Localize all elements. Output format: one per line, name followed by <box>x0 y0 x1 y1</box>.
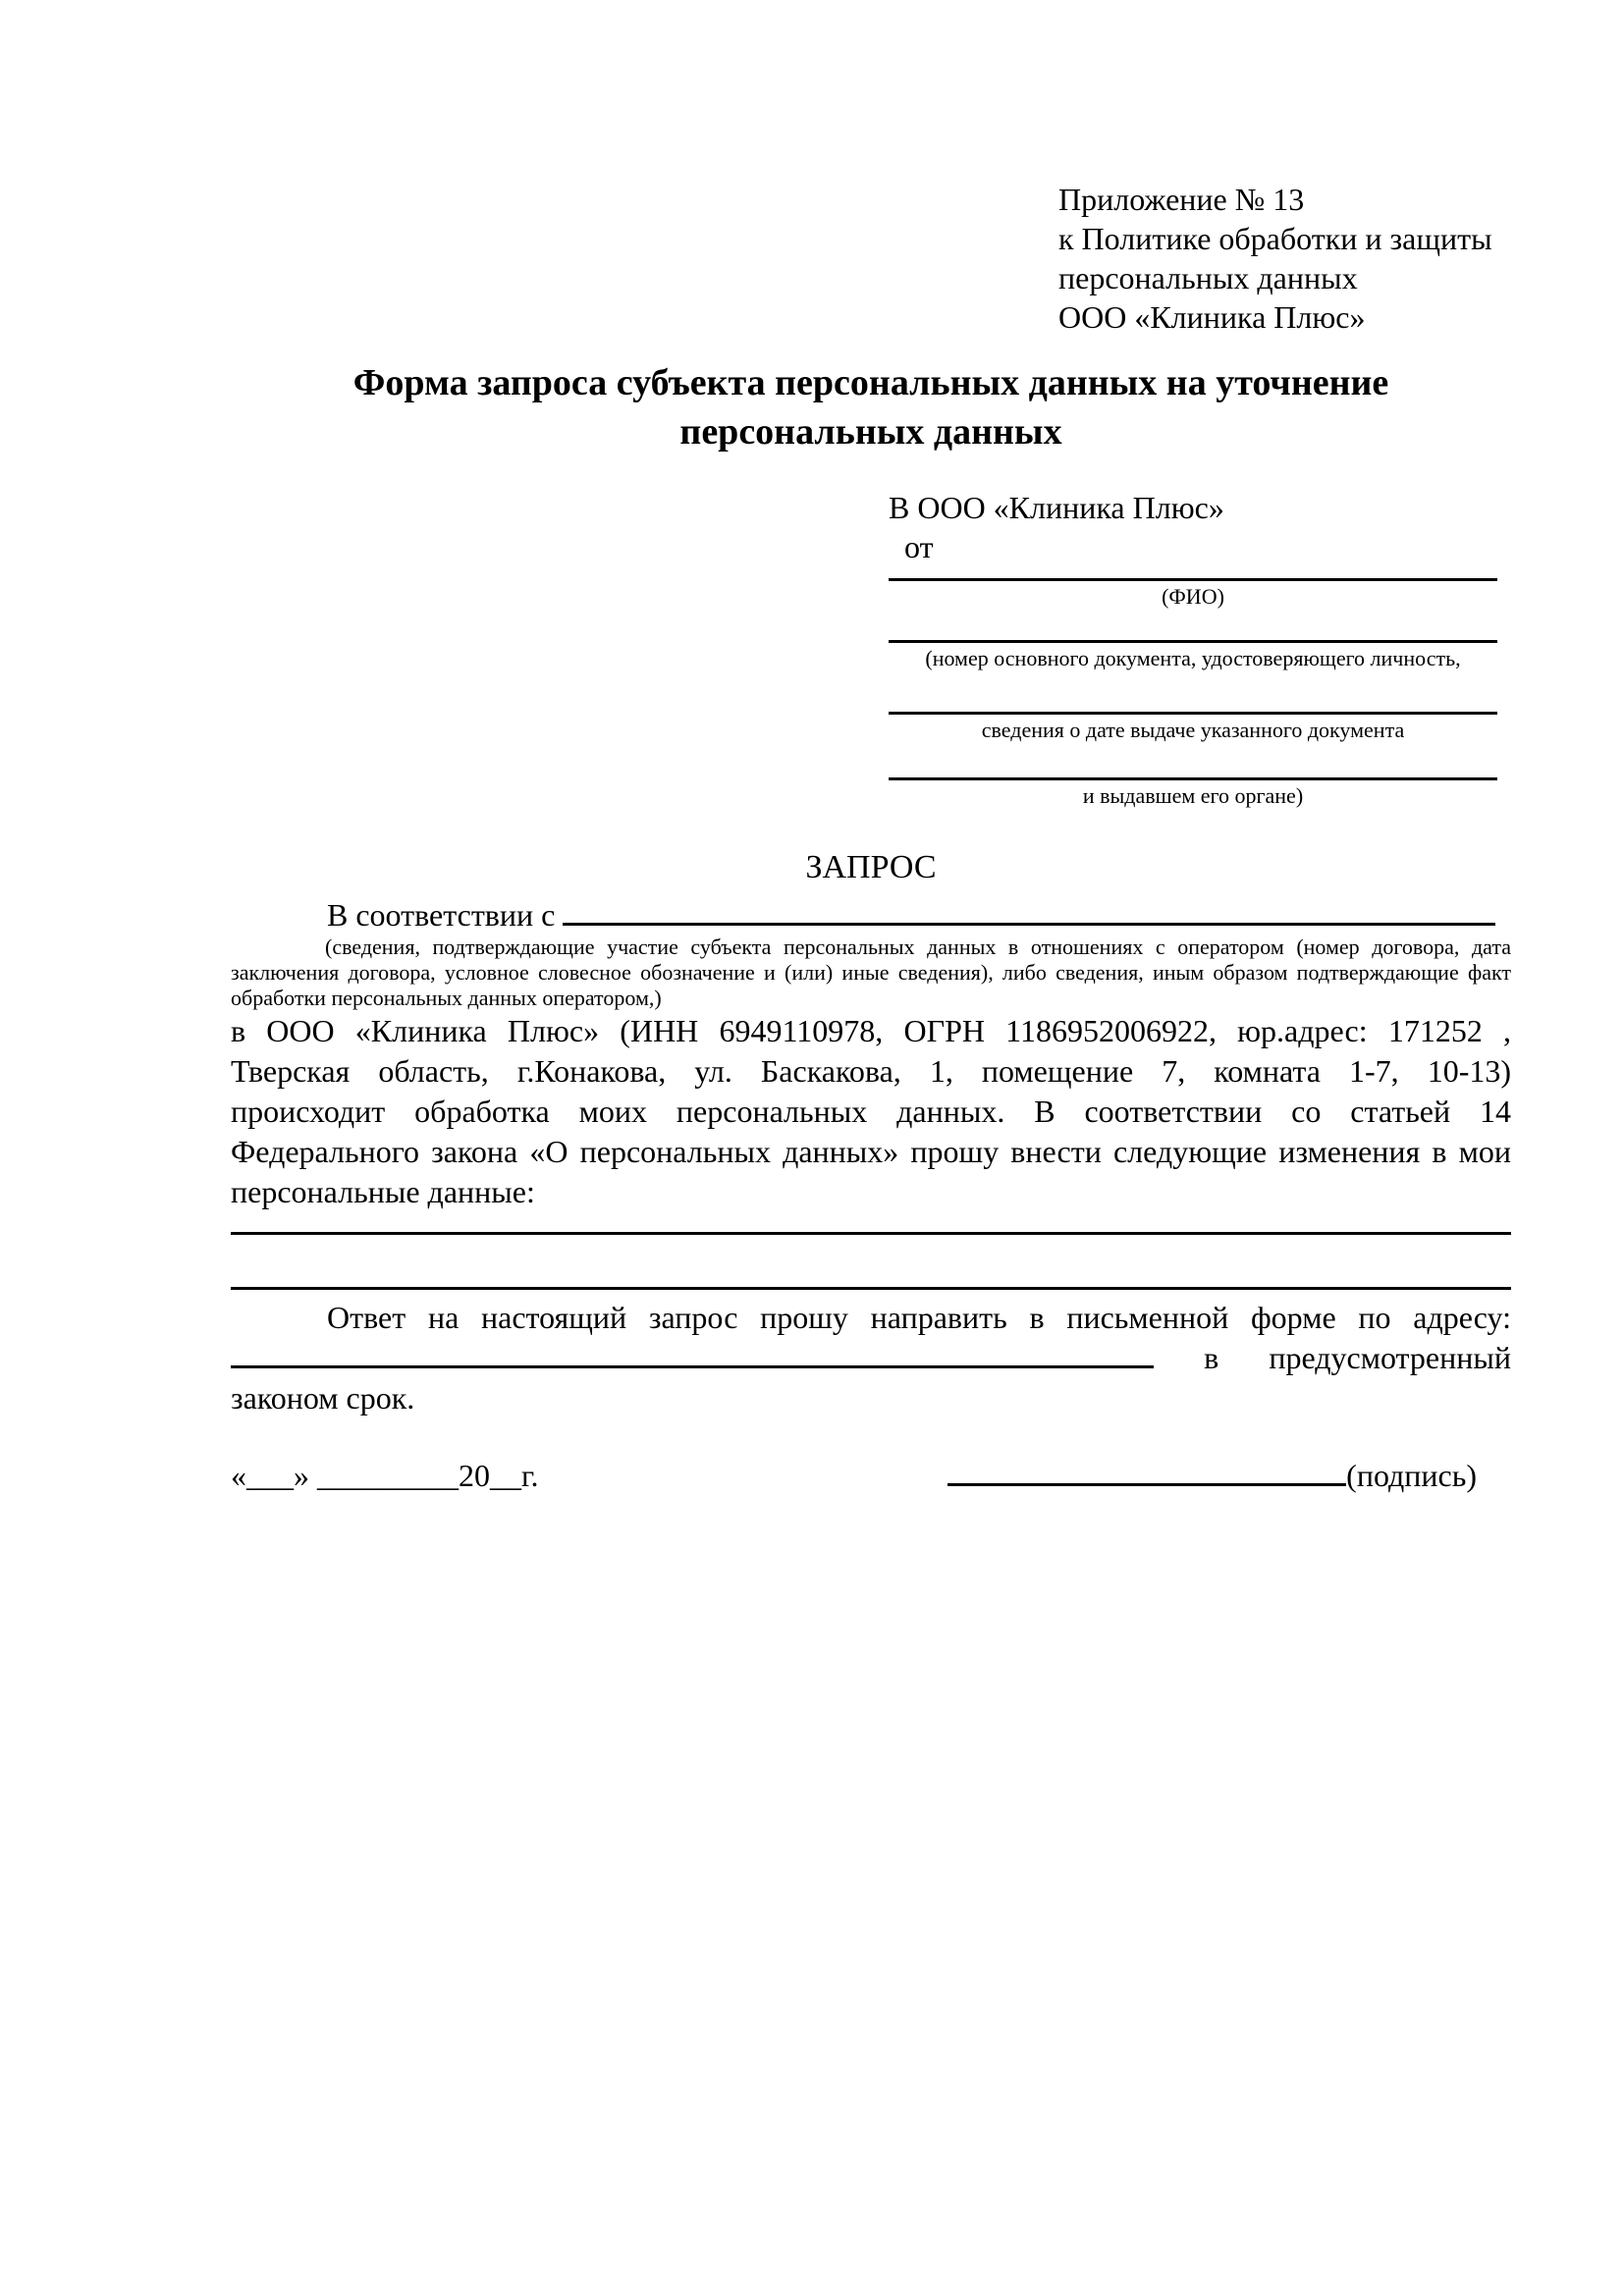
body-line: происходит обработка моих персональных данных. В соответствии со статьей 14 <box>231 1094 1511 1129</box>
changes-fill-line-1 <box>231 1212 1511 1235</box>
body-line: Тверская область, г.Конакова, ул. Баскакова, 1, помещение 7, комната 1-7, 10-13) <box>231 1053 1511 1089</box>
document-number-field-label: (номер основного документа, удостоверяющего личность, <box>925 646 1461 670</box>
signature-label: (подпись) <box>1346 1458 1477 1493</box>
small-print-line: заключения договора, условное словесное обозначение и (или) иные сведения), либо сведения, иным образом подтверждающие факт <box>231 960 1511 985</box>
answer-word: в <box>1204 1340 1219 1375</box>
answer-line-3: законом срок. <box>231 1380 415 1415</box>
issue-date-field-label: сведения о дате выдаче указанного документа <box>981 718 1405 742</box>
appendix-line: ООО «Клиника Плюс» <box>1058 299 1366 335</box>
body-line: в ООО «Клиника Плюс» (ИНН 6949110978, ОГРН 1186952006922, юр.адрес: 171252 , <box>231 1013 1511 1048</box>
signature-group <box>947 1456 1477 1495</box>
answer-line-1: Ответ на настоящий запрос прошу направить в письменной форме по адресу: <box>327 1300 1511 1335</box>
issue-date-fill-line <box>889 671 1497 715</box>
basis-fill-line <box>563 923 1495 926</box>
small-print-line: обработки персональных данных оператором,) <box>231 986 662 1010</box>
body-line: персональные данные: <box>231 1174 535 1209</box>
answer-paragraph <box>231 1298 1511 1418</box>
answer-line-2 <box>231 1338 1511 1378</box>
address-fill-line <box>231 1365 1154 1368</box>
lead-line <box>231 895 1511 934</box>
small-print-line: (сведения, подтверждающие участие субъекта персональных данных в отношениях с оператором (номер договора, дата <box>325 934 1511 959</box>
request-heading: ЗАПРОС <box>805 849 937 885</box>
fio-field-label: (ФИО) <box>1162 584 1224 609</box>
appendix-block <box>1058 180 1511 337</box>
addressee-block <box>889 488 1497 809</box>
body-paragraph <box>231 1011 1511 1212</box>
small-print-note <box>231 934 1511 1011</box>
issuing-authority-fill-line <box>889 743 1497 780</box>
body-line: Федерального закона «О персональных данных» прошу внести следующие изменения в мои <box>231 1134 1511 1169</box>
appendix-line: Приложение № 13 <box>1058 182 1305 217</box>
signature-fill-line <box>947 1483 1346 1486</box>
date-blank: «___» _________20__г. <box>231 1458 539 1493</box>
addressee-from-label: от <box>904 529 934 564</box>
appendix-line: персональных данных <box>1058 260 1358 295</box>
issuing-authority-field-label: и выдавшем его органе) <box>1082 783 1304 808</box>
lead-text: В соответствии с <box>327 897 556 933</box>
addressee-to: В ООО «Клиника Плюс» <box>889 490 1224 525</box>
document-title: Форма запроса субъекта персональных данных на уточнение персональных данных <box>352 362 1389 453</box>
footer-row <box>231 1456 1511 1495</box>
document-number-fill-line <box>889 610 1497 643</box>
changes-fill-line-2 <box>231 1235 1511 1290</box>
fio-fill-line <box>889 566 1497 581</box>
appendix-line: к Политике обработки и защиты <box>1058 221 1492 256</box>
answer-word: предусмотренный <box>1269 1340 1511 1375</box>
